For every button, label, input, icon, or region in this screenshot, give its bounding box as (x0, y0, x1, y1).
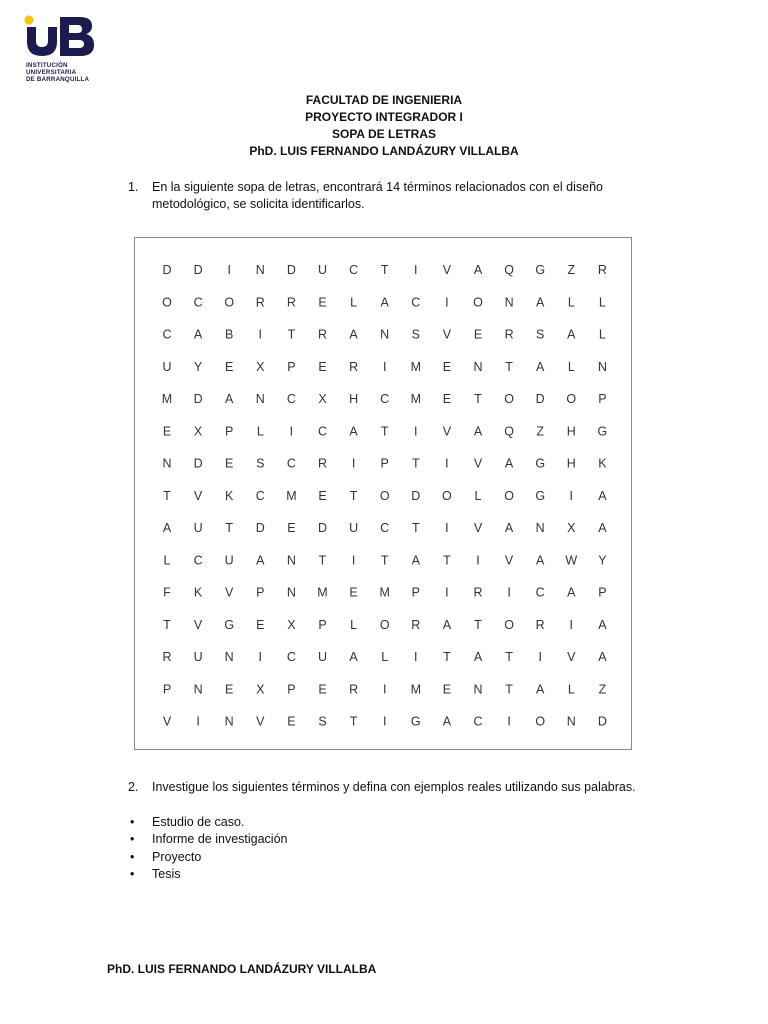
grid-letter: L (567, 359, 575, 374)
grid-letter: E (287, 521, 296, 535)
grid-letter: C (349, 263, 359, 277)
grid-letter: E (318, 295, 327, 310)
grid-letter: O (566, 392, 577, 406)
grid-letter: I (476, 553, 480, 568)
grid-letter: S (256, 456, 265, 471)
grid-letter: A (380, 295, 389, 310)
grid-letter: T (443, 650, 451, 664)
grid-letter: E (318, 682, 327, 697)
grid-letter: M (317, 585, 328, 600)
grid-letter: O (442, 488, 452, 503)
bullet-icon: • (130, 815, 135, 829)
grid-letter: G (410, 714, 421, 729)
grid-letter: N (224, 714, 234, 729)
grid-letter: Y (193, 359, 203, 374)
grid-letter: L (567, 682, 575, 697)
grid-letter: P (287, 682, 296, 697)
grid-letter: A (442, 617, 452, 632)
grid-letter: O (162, 295, 172, 310)
grid-letter: S (318, 714, 327, 729)
grid-letter: I (507, 585, 511, 600)
grid-letter: G (224, 617, 235, 632)
grid-letter: V (442, 327, 452, 342)
grid-letter: Q (504, 424, 514, 439)
grid-letter: N (473, 682, 483, 697)
grid-letter: X (567, 521, 576, 535)
grid-letter: C (162, 327, 172, 342)
grid-letter: A (536, 295, 545, 310)
grid-letter: M (410, 682, 422, 697)
question-1 (128, 179, 628, 213)
grid-letter: R (349, 359, 359, 374)
grid-letter: T (349, 488, 358, 503)
grid-letter: T (474, 392, 482, 406)
grid-letter: T (380, 263, 389, 277)
grid-letter: I (196, 714, 200, 729)
grid-letter: Q (504, 263, 514, 277)
grid-letter: I (258, 327, 263, 342)
grid-letter: I (351, 553, 356, 568)
grid-letter: R (535, 617, 545, 632)
grid-letter: O (535, 714, 546, 729)
grid-letter: H (566, 424, 576, 439)
grid-letter: A (504, 456, 514, 471)
grid-letter: I (382, 359, 387, 374)
grid-letter: H (349, 392, 359, 406)
grid-letter: M (410, 359, 422, 374)
grid-letter: A (349, 424, 358, 439)
grid-letter: G (535, 488, 546, 503)
grid-letter: X (318, 392, 327, 406)
grid-letter: Y (598, 553, 607, 568)
grid-letter: T (163, 488, 171, 503)
grid-letter: O (504, 488, 514, 503)
grid-letter: V (473, 456, 483, 471)
grid-letter: R (317, 327, 328, 342)
grid-letter: E (442, 682, 452, 697)
list-item-text: Proyecto (152, 849, 202, 864)
grid-letter: G (535, 263, 546, 277)
author-title: PhD. LUIS FERNANDO LANDÁZURY VILLALBA (249, 144, 519, 158)
list-item (128, 831, 528, 848)
grid-letter: E (225, 456, 234, 471)
word-search-grid (134, 237, 632, 750)
grid-letter: P (411, 585, 420, 600)
grid-letter: M (161, 392, 173, 406)
grid-letter: V (256, 714, 265, 729)
grid-letter: T (474, 617, 482, 632)
grid-letter: M (379, 585, 390, 600)
ub-logo-icon (24, 14, 96, 58)
grid-letter: A (193, 327, 203, 342)
grid-letter: C (380, 521, 390, 535)
grid-letter: Z (598, 682, 607, 697)
grid-letter: R (255, 295, 265, 310)
grid-letter: P (256, 585, 265, 600)
grid-letter: V (193, 617, 203, 632)
grid-letter: D (535, 392, 545, 406)
grid-letter: G (535, 456, 546, 471)
grid-letter: C (193, 295, 203, 310)
grid-letter: T (349, 714, 358, 729)
grid-letter: C (286, 650, 296, 664)
grid-letter: I (445, 585, 449, 600)
grid-letter: P (162, 682, 172, 697)
grid-letter: L (474, 488, 482, 503)
grid-letter: U (193, 521, 203, 535)
grid-letter: T (411, 456, 420, 471)
grid-letter: V (193, 488, 203, 503)
grid-letter: I (445, 521, 449, 535)
activity-title: SOPA DE LETRAS (331, 127, 436, 141)
grid-letter: R (473, 585, 483, 600)
grid-letter: R (411, 617, 421, 632)
question-2 (128, 779, 688, 796)
grid-letter: E (287, 714, 296, 729)
grid-letter: L (350, 295, 358, 310)
grid-letter: A (567, 327, 576, 342)
grid-letter: A (349, 650, 358, 664)
list-item (128, 866, 528, 883)
grid-letter: K (193, 585, 203, 600)
grid-letter: Z (567, 263, 576, 277)
grid-letter: I (227, 263, 231, 277)
grid-letter: V (567, 650, 576, 664)
bullet-icon: • (130, 867, 135, 882)
grid-letter: A (473, 424, 483, 439)
grid-letter: A (256, 553, 265, 568)
grid-letter: O (473, 295, 483, 310)
grid-letter: A (442, 714, 452, 729)
grid-letter: I (507, 714, 511, 729)
grid-letter: L (350, 617, 358, 632)
grid-letter: R (317, 456, 328, 471)
grid-letter: A (567, 585, 576, 600)
grid-letter: N (162, 456, 172, 471)
document-header (0, 92, 768, 160)
grid-letter: X (287, 617, 296, 632)
list-item-text: Estudio de caso. (152, 815, 245, 829)
grid-letter: E (442, 392, 452, 406)
list-item (128, 849, 528, 866)
grid-letter: N (566, 714, 576, 729)
grid-letter: V (504, 553, 514, 568)
grid-letter: R (597, 263, 607, 277)
grid-letter: L (598, 327, 606, 342)
grid-letter: T (225, 521, 234, 535)
grid-letter: A (536, 682, 545, 697)
grid-letter: O (504, 617, 514, 632)
grid-letter: X (256, 359, 265, 374)
terms-list (128, 814, 528, 884)
grid-letter: T (380, 553, 389, 568)
grid-letter: N (597, 359, 607, 374)
grid-letter: T (505, 359, 513, 374)
grid-letter: R (504, 327, 514, 342)
grid-letter: A (598, 488, 607, 503)
grid-letter: O (504, 392, 514, 406)
grid-letter: U (349, 521, 359, 535)
grid-letter: M (410, 392, 422, 406)
grid-letter: I (382, 714, 387, 729)
grid-letter: B (225, 327, 234, 342)
grid-letter: C (473, 714, 483, 729)
faculty-title: FACULTAD DE INGENIERIA (305, 93, 463, 107)
grid-letter: I (445, 295, 449, 310)
grid-letter: I (538, 650, 542, 664)
grid-letter: A (598, 650, 607, 664)
grid-letter: A (536, 359, 545, 374)
grid-letter: N (504, 295, 514, 310)
grid-letter: I (414, 650, 418, 664)
university-logo (24, 14, 104, 86)
grid-letter: D (193, 456, 203, 471)
grid-letter: D (317, 521, 328, 535)
grid-letter: T (411, 521, 420, 535)
bullet-icon: • (130, 832, 135, 847)
grid-letter: T (443, 553, 451, 568)
grid-letter: U (317, 650, 328, 664)
grid-letter: A (411, 553, 420, 568)
logo-text (26, 62, 89, 83)
grid-letter: D (193, 392, 203, 406)
grid-letter: X (193, 424, 203, 439)
grid-letter: S (411, 327, 420, 342)
word-search-letters (135, 238, 633, 751)
grid-letter: A (225, 392, 234, 406)
grid-letter: O (379, 488, 390, 503)
grid-letter: A (473, 650, 483, 664)
grid-letter: P (225, 424, 234, 439)
grid-letter: E (349, 585, 358, 600)
grid-letter: E (318, 359, 327, 374)
question-text: Investigue los siguientes términos y defina con ejemplos reales utilizando sus palabras. (152, 780, 636, 794)
grid-letter: N (380, 327, 390, 342)
list-item (128, 814, 528, 831)
grid-letter: D (162, 263, 172, 277)
grid-letter: R (162, 650, 172, 664)
grid-letter: I (569, 488, 574, 503)
grid-letter: E (225, 682, 234, 697)
grid-letter: D (193, 263, 203, 277)
grid-letter: V (442, 263, 452, 277)
grid-letter: P (380, 456, 389, 471)
grid-letter: T (287, 327, 296, 342)
grid-letter: U (162, 359, 172, 374)
grid-letter: N (224, 650, 234, 664)
grid-letter: S (536, 327, 545, 342)
grid-letter: L (256, 424, 264, 439)
grid-letter: C (255, 488, 265, 503)
grid-letter: F (163, 585, 171, 600)
grid-letter: V (442, 424, 452, 439)
grid-letter: C (193, 553, 203, 568)
grid-letter: E (225, 359, 234, 374)
grid-letter: E (256, 617, 265, 632)
question-number: 2. (128, 780, 139, 794)
grid-letter: N (255, 263, 265, 277)
grid-letter: M (286, 488, 297, 503)
grid-letter: A (504, 521, 514, 535)
grid-letter: I (445, 456, 449, 471)
list-item-text: Informe de investigación (152, 832, 288, 847)
grid-letter: C (317, 424, 328, 439)
grid-letter: A (162, 521, 172, 535)
grid-letter: R (286, 295, 296, 310)
grid-letter: R (349, 682, 359, 697)
grid-letter: A (598, 521, 607, 535)
grid-letter: V (162, 714, 172, 729)
grid-letter: E (442, 359, 452, 374)
grid-letter: T (163, 617, 171, 632)
grid-letter: I (569, 617, 574, 632)
grid-letter: L (598, 295, 606, 310)
grid-letter: U (193, 650, 203, 664)
grid-letter: D (286, 263, 296, 277)
grid-letter: T (380, 424, 389, 439)
grid-letter: U (224, 553, 234, 568)
grid-letter: H (566, 456, 576, 471)
grid-letter: A (349, 327, 358, 342)
grid-letter: U (317, 263, 328, 277)
grid-letter: L (381, 650, 389, 664)
grid-letter: N (473, 359, 483, 374)
grid-letter: T (505, 682, 513, 697)
question-text: En la siguiente sopa de letras, encontrará 14 términos relacionados con el diseño metodológico, se solicita identificarlos. (152, 180, 603, 211)
grid-letter: V (225, 585, 234, 600)
logo-line: INSTITUCIÓN (26, 62, 68, 69)
grid-letter: T (318, 553, 327, 568)
grid-letter: X (256, 682, 265, 697)
footer-author: PhD. LUIS FERNANDO LANDÁZURY VILLALBA (107, 962, 377, 976)
grid-letter: I (382, 682, 387, 697)
grid-letter: P (318, 617, 327, 632)
grid-letter: K (598, 456, 607, 471)
grid-letter: E (473, 327, 483, 342)
grid-letter: O (224, 295, 235, 310)
grid-letter: I (414, 263, 418, 277)
grid-letter: L (567, 295, 575, 310)
grid-letter: O (379, 617, 390, 632)
grid-letter: C (286, 392, 296, 406)
question-number: 1. (128, 180, 139, 194)
grid-letter: A (598, 617, 607, 632)
grid-letter: K (225, 488, 234, 503)
grid-letter: I (258, 650, 263, 664)
grid-letter: D (255, 521, 265, 535)
grid-letter: D (411, 488, 421, 503)
grid-letter: D (597, 714, 607, 729)
grid-letter: G (597, 424, 608, 439)
grid-letter: N (286, 553, 296, 568)
grid-letter: A (473, 263, 483, 277)
grid-letter: P (287, 359, 296, 374)
grid-letter: N (193, 682, 203, 697)
grid-letter: C (535, 585, 545, 600)
grid-letter: N (286, 585, 296, 600)
list-item-text: Tesis (152, 867, 181, 882)
grid-letter: I (289, 424, 294, 439)
course-title: PROYECTO INTEGRADOR I (305, 110, 463, 124)
grid-letter: C (411, 295, 421, 310)
grid-letter: N (535, 521, 545, 535)
grid-letter: I (414, 424, 418, 439)
grid-letter: Z (536, 424, 545, 439)
grid-letter: P (598, 585, 607, 600)
grid-letter: E (162, 424, 172, 439)
grid-letter: I (351, 456, 356, 471)
grid-letter: V (473, 521, 483, 535)
grid-letter: T (505, 650, 513, 664)
grid-letter: C (380, 392, 390, 406)
grid-letter: E (318, 488, 327, 503)
bullet-icon: • (130, 849, 135, 864)
grid-letter: N (255, 392, 265, 406)
grid-letter: A (536, 553, 545, 568)
logo-line: DE BARRANQUILLA (26, 76, 90, 83)
grid-letter: W (565, 553, 578, 568)
grid-letter: L (163, 553, 171, 568)
grid-letter: C (286, 456, 296, 471)
grid-letter: P (598, 392, 607, 406)
logo-line: UNIVERSITARIA (26, 69, 77, 76)
